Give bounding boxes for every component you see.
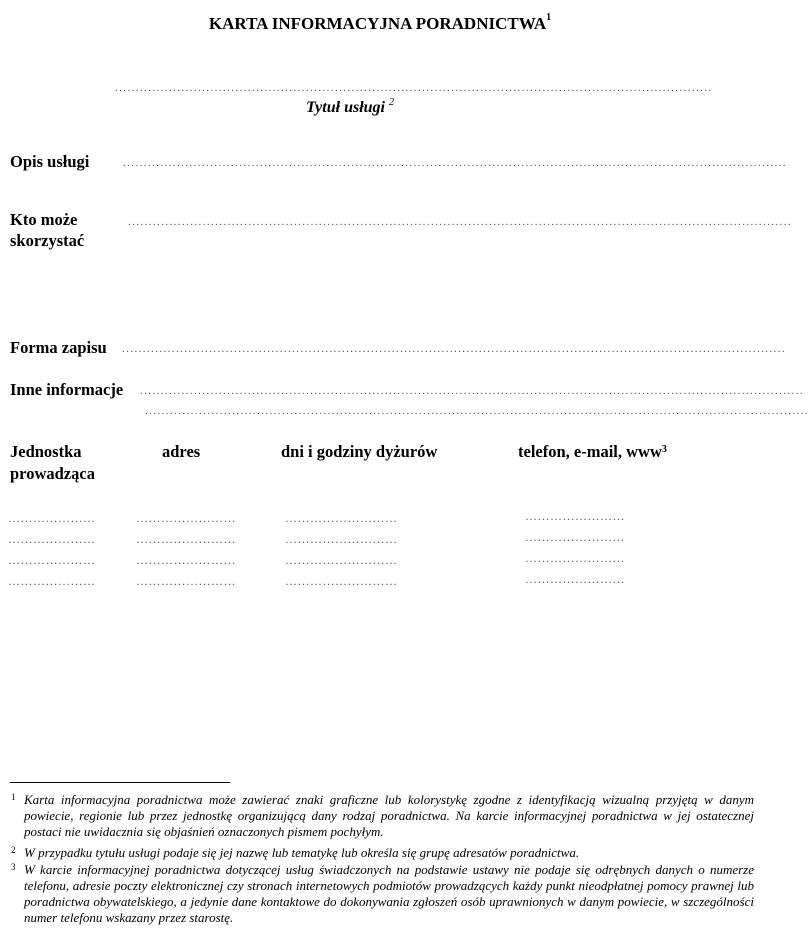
dni-column-fields[interactable]: ……………………… ……………………… ……………………… ……………………… (285, 511, 398, 588)
footnote-2-number: 2 (11, 845, 16, 855)
page-title: KARTA INFORMACYJNA PORADNICTWA$^1$ (208, 12, 552, 33)
telefon-column-fields[interactable]: …………………… …………………… …………………… …………………… (525, 509, 625, 586)
footnote-2-text: W przypadku tytułu usługi podaje się jej nazwę lub tematykę lub określa się grupę adresatów poradnictwa. (24, 845, 580, 860)
opis-label: Opis usługi (10, 152, 90, 171)
kto-field[interactable]: ................................................................................................................................................................ (128, 216, 792, 228)
service-title-field[interactable]: ................................................................................................................................................ (115, 82, 713, 94)
forma-label: Forma zapisu (10, 338, 107, 357)
col-header-jednostka-1: Jednostka (10, 442, 82, 461)
col-header-jednostka-2: prowadząca (10, 464, 95, 483)
footnote-ref-3: 3 (661, 444, 667, 455)
jednostka-column-fields[interactable]: ………………… ………………… ………………… ………………… (8, 511, 96, 588)
adres-column-fields[interactable]: …………………… …………………… …………………… …………………… (136, 511, 236, 588)
footnote-1-number: 1 (11, 792, 16, 802)
inne-label: Inne informacje (10, 380, 124, 399)
forma-field[interactable]: ................................................................................................................................................................ (122, 343, 786, 355)
footnote-1-text: Karta informacyjna poradnictwa może zawierać znaki graficzne lub kolorystykę zgodne z identyfikacją wizualną przyjętą w danym powiecie, regionie lub przez jednostkę organizującą dany rodzaj poradnictwa. Na karcie informacyjnej poradnictwa w jej ostatecznej postaci nie uwidacznia się objaśnień oznaczonych pismem pochyłym. (24, 792, 754, 839)
col-header-telefon: telefon, e-mail, www$^3$ (518, 442, 667, 461)
footnote-separator (10, 782, 230, 783)
col-header-dni: dni i godziny dyżurów (281, 442, 438, 461)
kto-label-1: Kto może (10, 210, 78, 229)
inne-field-1[interactable]: ................................................................................................................................................................ (140, 385, 804, 397)
kto-label-2: skorzystać (10, 231, 85, 250)
col-header-adres: adres (162, 442, 201, 461)
footnote-3-number: 3 (11, 862, 16, 872)
footnote-ref-1: 1 (546, 12, 552, 23)
inne-field-2[interactable]: ................................................................................................................................................................ (145, 405, 809, 417)
service-title-label: Tytuł usługi $^2$ (306, 97, 394, 116)
footnote-ref-2: 2 (388, 97, 394, 108)
footnote-3-text: W karcie informacyjnej poradnictwa dotyczącej usług świadczonych na podstawie ustawy nie podaje się odrębnych danych o numerze telefonu, adresie poczty elektronicznej czy stronach internetowych podmiotów prowadzących każdy punkt nieodpłatnej pomocy prawnej lub poradnictwa obywatelskiego, a jedynie dane kontaktowe do dokonywania zgłoszeń osób uprawnionych w danym powiecie, w szczególności numer telefonu wskazany przez starostę. (24, 862, 754, 925)
opis-field[interactable]: ................................................................................................................................................................ (123, 157, 787, 169)
